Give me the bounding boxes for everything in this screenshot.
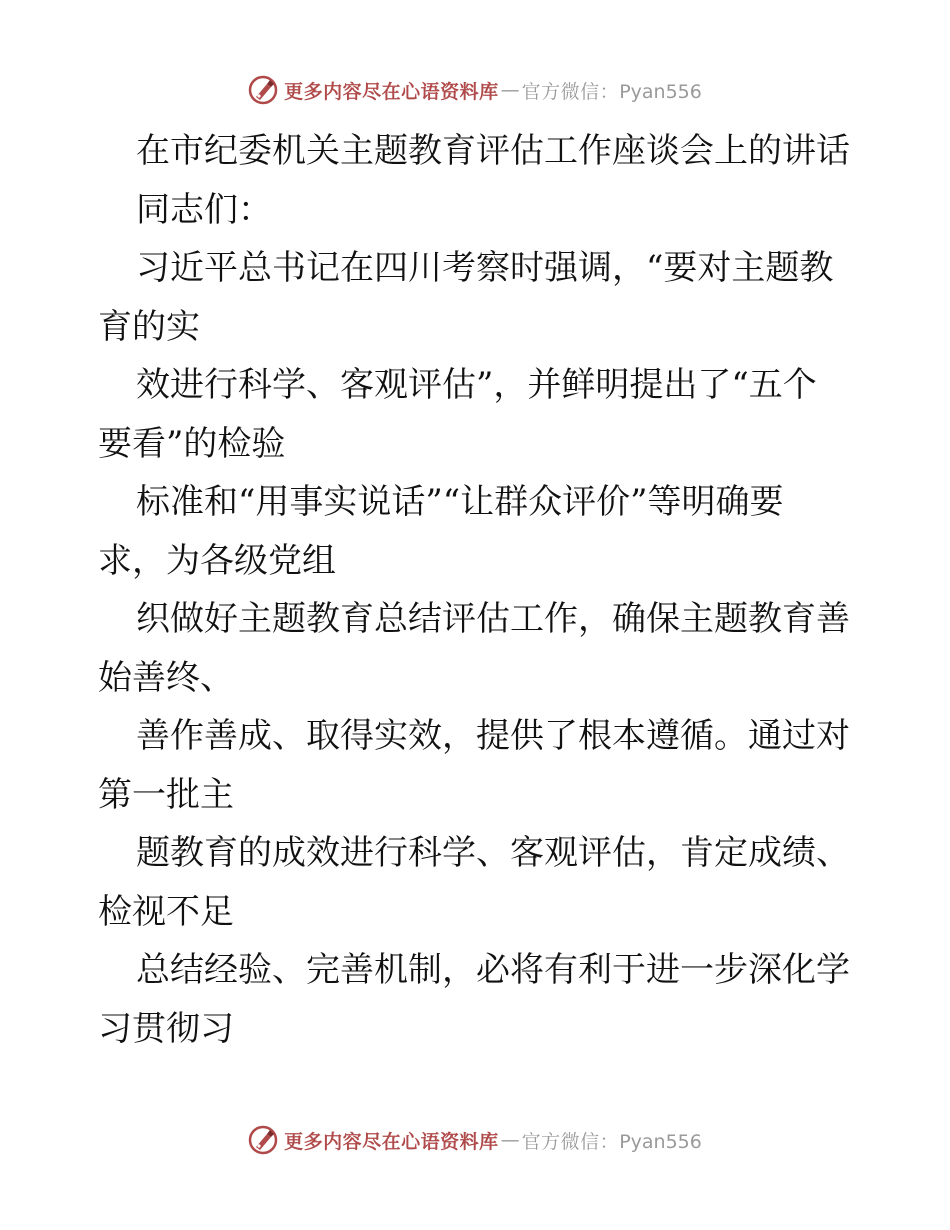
paragraph-line: 题教育的成效进行科学、客观评估，肯定成绩、 — [136, 833, 850, 873]
pen-nib-logo-icon — [248, 75, 278, 105]
watermark-wechat-label: 官方微信： — [521, 80, 620, 103]
watermark-site-text: 更多内容尽在心语资料库 — [284, 1130, 499, 1153]
paragraph-line: 检视不足 — [98, 891, 234, 932]
paragraph-line: 第一批主 — [98, 774, 234, 815]
paragraph-line: 育的实 — [98, 306, 200, 347]
header-watermark-banner — [0, 70, 950, 110]
paragraph-line: 要看”的检验 — [98, 423, 286, 464]
salutation: 同志们： — [136, 189, 272, 230]
watermark-wechat-account: Pyan556 — [619, 1130, 702, 1153]
document-body — [98, 122, 858, 1058]
pen-nib-logo-icon — [248, 1125, 278, 1155]
watermark-site-text: 更多内容尽在心语资料库 — [284, 80, 499, 103]
paragraph-line: 总结经验、完善机制，必将有利于进一步深化学 — [136, 950, 850, 990]
watermark-wechat-label: 官方微信： — [521, 1130, 620, 1153]
footer-watermark-banner — [0, 1120, 950, 1160]
paragraph-line: 织做好主题教育总结评估工作，确保主题教育善 — [136, 599, 850, 639]
paragraph-line: 善作善成、取得实效，提供了根本遵循。通过对 — [136, 716, 850, 756]
paragraph-line: 习贯彻习 — [98, 1008, 234, 1049]
paragraph-line: 始善终、 — [98, 657, 234, 698]
paragraph-line: 求，为各级党组 — [98, 540, 336, 581]
watermark-wechat — [522, 1127, 702, 1154]
watermark-dash: — — [500, 1129, 520, 1151]
paragraph-line: 标准和“用事实说话”“让群众评价”等明确要 — [136, 482, 784, 522]
watermark-dash: — — [500, 79, 520, 101]
document-title: 在市纪委机关主题教育评估工作座谈会上的讲话 — [136, 131, 850, 171]
watermark-wechat — [522, 77, 702, 104]
watermark-wechat-account: Pyan556 — [619, 80, 702, 103]
paragraph-line: 效进行科学、客观评估”，并鲜明提出了“五个 — [136, 365, 817, 405]
paragraph-line: 习近平总书记在四川考察时强调，“要对主题教 — [136, 248, 834, 288]
